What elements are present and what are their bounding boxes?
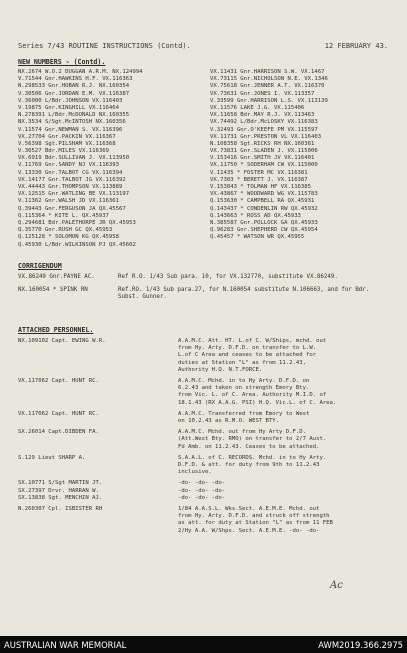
number-entry-right: N.108358 Sgt.RICKS RH NX.160361 (210, 140, 315, 147)
number-entry-right: V.33599 Gnr.HARRISON L.S. VX.113139 (210, 97, 328, 104)
number-entry-left: V.56398 Sgt.PILSHAM VX.116368 (18, 140, 116, 147)
number-entry-left: Q.45930 L/Bdr.WILKINSON PJ QX.45602 (18, 241, 136, 248)
corrigendum-number: VX.86249 Gnr.PAYNE AC. (18, 274, 95, 280)
number-entry-right: VX.11750 * SODERHAM CW VX.115000 (210, 162, 318, 169)
number-entry-right: N.385587 Gnr.POLLOCK GA QX.45933 (210, 219, 318, 226)
number-entry-right: VX.7303 * BERETT J. VX.116387 (210, 176, 308, 183)
attached-entry (18, 455, 390, 477)
number-entry-right: Q.45457 * WATSON WR QX.45955 (210, 234, 305, 241)
number-row (18, 83, 390, 90)
new-numbers-list (18, 69, 390, 249)
number-entry-right: VX.11731 Gnr.PRESTON VL VX.116403 (210, 133, 322, 140)
number-row (18, 242, 390, 249)
attached-person: N.260307 Cpl. ISBISTER RH (18, 506, 103, 513)
number-entry-left: Q.35770 Gnr.RUSH GC QX.45953 (18, 227, 113, 234)
number-entry-left: VX.14177 Gnr.TALBOT JG VX.116392 (18, 176, 126, 183)
number-entry-left: V.11769 Gnr.SANDY NJ VX.116393 (18, 162, 120, 169)
attached-person: S.129 Lieut SHARP A. (18, 454, 86, 461)
number-row (18, 112, 390, 119)
attached-entry (18, 411, 390, 425)
number-row (18, 69, 390, 76)
number-entry-right: V.32493 Gnr.O'KEEFE PM VX.115597 (210, 126, 318, 133)
document-header (18, 42, 388, 50)
number-entry-left: VX.44443 Gnr.THOMPSON VX.113889 (18, 184, 123, 190)
corrigendum-list (18, 274, 390, 308)
number-entry-left: VX.27704 Gnr.PACKIN VX.116367 (18, 133, 116, 140)
number-entry-right: VX.75618 Gnr.JENNER A.T. VX.116370 (210, 83, 325, 90)
corrigendum-item (18, 287, 390, 301)
number-entry-right: V.153843 * TOLMAN HF VX.116385 (210, 184, 312, 190)
number-entry-left: Q.39443 Gnr.FERGUSON JA QX.45567 (18, 205, 126, 212)
attached-details: A.A.M.C. Transferred from Emory to West on 10.2.43 as R.M.O. WEST BTY. (178, 410, 310, 425)
header-date: 12 FEBRUARY 43. (324, 42, 388, 50)
handwritten-initials: Ac (330, 580, 343, 591)
number-entry-right: Q.96283 Gnr.SHEPHERD CW QX.45954 (210, 227, 318, 234)
footer-institution: AUSTRALIAN WAR MEMORIAL (4, 640, 127, 650)
number-entry-left: Q.115364 * KITE L. QX.45937 (18, 212, 109, 219)
attached-person: SX.26014 Capt.DIBDEN FA. (18, 429, 99, 436)
number-row (18, 98, 390, 105)
number-entry-left: V.11574 Gnr.NEWMAN S. VX.116396 (18, 126, 123, 133)
attached-entry (18, 338, 390, 374)
number-row (18, 220, 390, 227)
section-title-attached: ATTACHED PERSONNEL. (18, 326, 94, 334)
number-row (18, 127, 390, 134)
header-series: Series 7/43 ROUTINE INSTRUCTIONS (Contd). (18, 42, 191, 50)
attached-details: 1/84 A.A.S.L. Wks.Sect. A.E.M.E. Mchd. out from Hy. Arty. D.F.D. and struck off strength as att. for duty at Station "L" as from 11 FEB 2/Hy A.A. W/Shps. Sect. A.E.M.E. -do- -do- (178, 506, 333, 534)
attached-entry (18, 378, 390, 407)
attached-person: VX.117062 Capt. HUNT RC. (18, 410, 99, 417)
number-row (18, 191, 390, 198)
number-entry-right: Q.153630 * CAMPBELL RA QX.45931 (210, 198, 315, 205)
number-entry-left: V.13330 Gnr.TALBOT CG VX.116394 (18, 169, 123, 176)
number-entry-right: V.153416 Gnr.SMITH JV VX.116401 (210, 155, 315, 162)
number-row (18, 227, 390, 234)
number-entry-right: VX.11431 Gnr.HARRISON S.W. VX.1467 (210, 69, 325, 75)
attached-person: SX.10771 S/Sgt MARTIN JT. SX.27397 Drvr. HARRAN W. SX.13838 Sgt. MENCHIN AJ. (18, 480, 103, 501)
number-row (18, 184, 390, 191)
number-row (18, 141, 390, 148)
number-entry-right: VX.73631 Gnr.JONES I. VX.113357 (210, 90, 315, 97)
number-entry-left: N.278391 L/Bdr.McDONALD NX.160355 (18, 112, 130, 119)
number-row (18, 119, 390, 126)
attached-entry (18, 480, 390, 502)
number-entry-left: N.298533 Gnr.HOBAN R.J. NX.160354 (18, 83, 130, 90)
attached-entry (18, 506, 390, 535)
number-entry-right (210, 242, 390, 249)
number-row (18, 76, 390, 83)
number-row (18, 155, 390, 162)
number-entry-right: VX.73831 Gnr.SLADEN J. VX.115006 (210, 148, 318, 155)
number-row (18, 105, 390, 112)
number-row (18, 91, 390, 98)
number-row (18, 162, 390, 169)
number-entry-left: V.36000 L/Bdr.JOHNSON VX.116403 (18, 97, 123, 104)
number-entry-left: NX.2674 W.O.2 DUGGAN A.R.M. NX.124994 (18, 69, 143, 75)
number-row (18, 134, 390, 141)
number-row (18, 198, 390, 205)
number-entry-left: V.30527 Bdr.MILES VX.116369 (18, 148, 109, 155)
attached-details: A.A.M.C. Mchd. out from Hy Arty D.F.D. (Att.West Bty. RMO) on transfer to 2/7 Aust. Fd Amb. on 11.2.43. Ceases to be attached. (178, 429, 327, 450)
number-entry-right: VX.43867 * WOODWARD WG VX.115783 (210, 191, 318, 198)
footer-reference: AWM2019.366.2975 (318, 640, 403, 650)
corrigendum-number: NX.160054 * SPINK RN (18, 287, 88, 294)
attached-details: A.A.M.C. Mchd. in to Hy Arty. D.F.D. on 6.2.43 and taken on strength Emory Bty. from Vic. L. of C. Area. Authority M.I.D. of 18.1.43 (RX A.A.G. PSI) H.Q. Vic.L. of C. Area. (178, 378, 337, 406)
attached-details: A.A.M.C. Att. HT. L.of C. W/Ships, mchd. out from Hy. Arty. D.F.D. on transfer to L.W. L.of C Area and ceases to be attached for duties at Station "L" as from 11.2.43, Authority H.Q. N.T.FORCE. (178, 338, 327, 373)
number-row (18, 234, 390, 241)
number-entry-left: V.11362 Gnr.WALSH JD VX.116361 (18, 198, 120, 205)
number-entry-left: V.71544 Gnr.HAWKINS H.F. VX.116363 (18, 76, 133, 83)
number-row (18, 213, 390, 220)
number-entry-right: Q.143663 * ROSS AD QX.45933 (210, 212, 301, 219)
attached-details: S.A.A.L. of C. RECORDS. Mchd. in to Hy Arty. D.F.D. & att. for duty from 9th to 11.2.43 inclusive. (178, 454, 327, 476)
number-entry-left: V.19875 Gnr.KINGHILL VX.116464 (18, 104, 120, 111)
number-row (18, 170, 390, 177)
number-entry-left: V.30506 Gnr.JORDAN E.M. VX.116387 (18, 90, 130, 97)
attached-personnel-list (18, 338, 390, 539)
number-entry-right: VX.73115 Gnr.NICHOLSON N.E. VX.1346 (210, 76, 328, 83)
corrigendum-text: Ref.RO. 1/43 Sub para.27, for N.160054 substitute N.106663, and for Bdr. Subst. Gunner. (118, 287, 370, 301)
corrigendum-text: Ref R.O. 1/43 Sub para. 10, for VX.132770, substitute VX.86249. (118, 274, 338, 280)
number-row (18, 177, 390, 184)
number-entry-right: Q.143437 * CONDENLIN RW QX.45932 (210, 205, 318, 212)
section-title-new-numbers: NEW NUMBERS - (Contd). (18, 58, 106, 66)
archive-footer (0, 636, 407, 653)
section-title-corrigendum: CORRIGENDUM (18, 262, 62, 270)
corrigendum-item (18, 274, 390, 281)
attached-person: VX.117062 Capt. HUNT RC. (18, 378, 99, 385)
number-entry-left: Q.294681 Bdr.PALETHORPE JR QX.45953 (18, 219, 136, 226)
number-entry-left: NX.3534 S/Sgt.McINTOSH NX.160356 (18, 119, 126, 126)
attached-entry (18, 429, 390, 451)
number-entry-right: VX.74492 L/Bdr.McLOSKY VX.116383 (210, 119, 318, 126)
number-entry-right: V.11435 * FOSTER MC VX.116381 (210, 169, 308, 176)
attached-person: NX.109102 Capt. EWING W.R. (18, 338, 106, 344)
number-entry-left: Q.125128 * SOLOMON KG QX.45958 (18, 234, 120, 241)
number-entry-left: VX.12515 Gnr.WATLING BE VX.113197 (18, 191, 130, 198)
number-row (18, 148, 390, 155)
number-entry-left: VX.6919 Bdr.SULLIVAN J. VX.113950 (18, 155, 130, 162)
number-row (18, 206, 390, 213)
attached-details: -do- -do- -do- -do- -do- -do- -do- -do- -do- (178, 480, 226, 501)
number-entry-right: VX.11658 Bdr.MAY R.J. VX.113463 (210, 112, 315, 119)
number-entry-right: VX.11576 LAKE J.G. VX.115406 (210, 104, 305, 111)
